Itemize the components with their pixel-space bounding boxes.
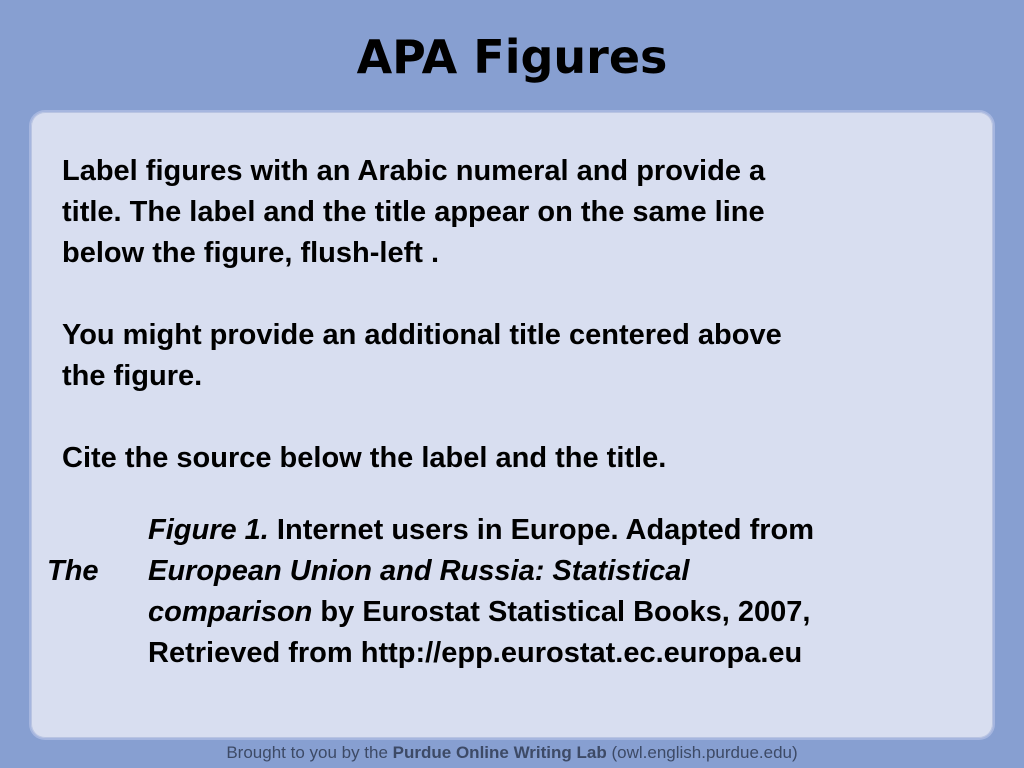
source-title: European Union and Russia: Statistical	[148, 555, 690, 587]
caption-text: Retrieved from http://epp.eurostat.ec.europa.eu	[148, 637, 803, 669]
figure-caption-example	[148, 510, 948, 674]
caption-line	[148, 510, 948, 551]
source-title: comparison	[148, 596, 313, 628]
paragraph-additional-title	[62, 315, 942, 397]
paragraph-figure-labeling	[62, 151, 942, 274]
caption-line	[148, 551, 948, 592]
paragraph-line: title. The label and the title appear on the same line	[62, 196, 765, 228]
caption-line	[148, 633, 948, 674]
paragraph-line: Cite the source below the label and the title.	[62, 442, 667, 474]
footer-brand: Purdue Online Writing Lab	[392, 743, 607, 762]
paragraph-line: below the figure, flush-left .	[62, 237, 439, 269]
caption-text: Internet users in Europe. Adapted from	[268, 514, 815, 546]
paragraph-line: the figure.	[62, 360, 203, 392]
paragraph-line: You might provide an additional title centered above	[62, 319, 782, 351]
footer-credit	[0, 743, 1024, 763]
stray-word: The	[47, 555, 99, 587]
slide-title: APA Figures	[356, 30, 668, 84]
paragraph-cite-source	[62, 438, 942, 479]
footer-suffix: (owl.english.purdue.edu)	[606, 743, 798, 762]
paragraph-line: Label figures with an Arabic numeral and provide a	[62, 155, 766, 187]
caption-text: by Eurostat Statistical Books, 2007,	[312, 596, 811, 628]
footer-prefix: Brought to you by the	[226, 743, 393, 762]
figure-label: Figure 1.	[148, 514, 269, 546]
caption-line	[148, 592, 948, 633]
